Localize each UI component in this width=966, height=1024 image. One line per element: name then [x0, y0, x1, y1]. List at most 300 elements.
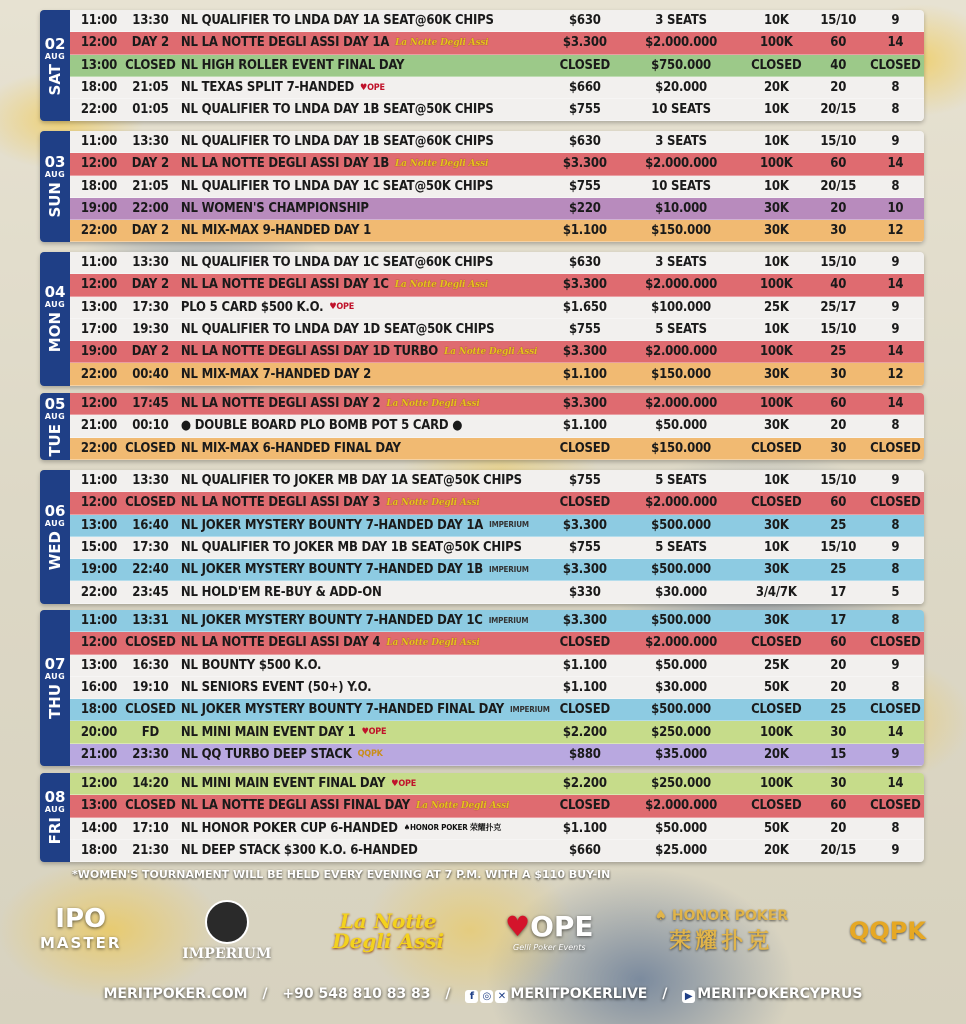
cell-late — [867, 156, 924, 171]
cell-end — [120, 473, 181, 488]
x-icon[interactable]: ✕ — [495, 990, 508, 1003]
gtd-text: $2.000.000 — [645, 344, 718, 360]
schedule-row — [70, 252, 924, 274]
cell-buyin — [551, 680, 620, 695]
event-brand-logo: La Notte Degli Assi — [395, 158, 489, 169]
late-text: CLOSED — [870, 635, 921, 651]
cell-event — [181, 277, 551, 292]
cell-end — [120, 495, 181, 510]
levels-text: 60 — [830, 35, 847, 51]
facebook-icon[interactable]: f — [465, 990, 478, 1003]
contact-footer — [0, 986, 966, 1003]
late-text: 10 — [887, 201, 904, 217]
cell-buyin — [551, 201, 620, 216]
cell-gtd — [619, 35, 743, 50]
buyin-text: $755 — [568, 540, 601, 556]
event-text: NL QUALIFIER TO LNDA DAY 1D SEAT@50K CHIPS — [180, 322, 495, 338]
levels-text: 15/10 — [820, 473, 857, 489]
gtd-text: $50.000 — [655, 657, 707, 673]
late-text: 9 — [891, 255, 900, 271]
ope-logo-text: OPE — [530, 910, 594, 943]
levels-text: 20 — [830, 657, 847, 673]
schedule-row — [70, 559, 924, 581]
end-text: 00:10 — [132, 418, 169, 434]
cell-event — [181, 134, 551, 149]
honor-poker-chinese: 荣耀扑克 — [669, 928, 774, 954]
cell-gtd — [619, 201, 743, 216]
cell-gtd — [619, 80, 743, 95]
buyin-text: $1.100 — [562, 418, 607, 434]
stack-text: 20K — [763, 843, 789, 859]
buyin-text: $1.100 — [562, 820, 607, 836]
start-text: 13:00 — [80, 657, 118, 673]
cell-start — [78, 223, 120, 238]
levels-text: 15/10 — [820, 540, 857, 556]
late-text: 14 — [887, 35, 904, 51]
start-text: 20:00 — [80, 724, 118, 740]
event-text: NL JOKER MYSTERY BOUNTY 7-HANDED DAY 1A — [180, 517, 484, 533]
start-text: 13:00 — [80, 299, 118, 315]
schedule-row — [70, 55, 924, 77]
event-text: NL LA NOTTE DEGLI ASSI DAY 1D TURBO — [180, 344, 439, 360]
cell-start — [78, 725, 120, 740]
cell-end — [120, 35, 181, 50]
day-block — [40, 10, 924, 121]
levels-text: 20/15 — [820, 843, 857, 859]
cell-event — [181, 518, 551, 533]
cell-stack — [743, 277, 810, 292]
cell-start — [78, 495, 120, 510]
end-text: CLOSED — [125, 635, 176, 651]
schedule-row — [70, 198, 924, 220]
cell-end — [120, 843, 181, 858]
instagram-icon[interactable]: ◎ — [480, 990, 493, 1003]
start-text: 11:00 — [80, 134, 118, 150]
day-label — [40, 252, 70, 386]
day-block — [40, 610, 924, 766]
buyin-text: $880 — [568, 746, 601, 762]
stack-text: CLOSED — [751, 702, 802, 718]
buyin-text: $755 — [568, 102, 601, 118]
stack-text: 10K — [763, 473, 789, 489]
cell-gtd — [619, 58, 743, 73]
stack-text: 30K — [763, 201, 789, 217]
event-brand-logo: ♥OPE — [329, 302, 355, 313]
ope-logo — [505, 910, 594, 952]
cell-start — [78, 367, 120, 382]
day-weekday: FRI — [45, 817, 64, 845]
cell-gtd — [619, 418, 743, 433]
stack-text: 3/4/7K — [755, 584, 797, 600]
spartan-helmet-icon — [205, 900, 249, 944]
start-text: 22:00 — [80, 102, 118, 118]
cell-stack — [743, 821, 810, 836]
start-text: 11:00 — [80, 473, 118, 489]
start-text: 12:00 — [80, 396, 118, 412]
levels-text: 20 — [830, 680, 847, 696]
buyin-text: $1.100 — [562, 657, 607, 673]
cell-event — [181, 80, 551, 95]
cell-start — [78, 658, 120, 673]
levels-text: 60 — [830, 495, 847, 511]
buyin-text: $3.300 — [562, 396, 607, 412]
phone-number[interactable]: +90 548 810 83 83 — [282, 986, 431, 1002]
cell-late — [867, 322, 924, 337]
stack-text: CLOSED — [751, 495, 802, 511]
cell-stack — [743, 35, 810, 50]
cell-stack — [743, 322, 810, 337]
buyin-text: $1.100 — [562, 223, 607, 239]
buyin-text: $3.300 — [562, 613, 607, 629]
gtd-text: $750.000 — [651, 57, 711, 73]
day-block — [40, 393, 924, 460]
cell-end — [120, 367, 181, 382]
cell-start — [78, 418, 120, 433]
cell-stack — [743, 585, 810, 600]
stack-text: 10K — [763, 255, 789, 271]
event-brand-logo: ♥OPE — [360, 82, 385, 93]
levels-text: 20/15 — [820, 102, 857, 118]
end-text: CLOSED — [125, 495, 176, 511]
cell-buyin — [551, 441, 620, 456]
end-text: 19:10 — [132, 680, 169, 696]
event-text: NL QUALIFIER TO LNDA DAY 1C SEAT@60K CHIPS — [180, 255, 494, 271]
cell-levels — [810, 367, 867, 382]
schedule-row — [70, 840, 924, 862]
levels-text: 20 — [830, 820, 847, 836]
buyin-text: $755 — [568, 178, 601, 194]
end-text: DAY 2 — [131, 344, 169, 360]
start-text: 16:00 — [80, 680, 118, 696]
event-text: NL MINI MAIN EVENT FINAL DAY — [180, 776, 386, 792]
event-text: NL LA NOTTE DEGLI ASSI FINAL DAY — [180, 798, 411, 814]
buyin-text: $2.200 — [562, 776, 607, 792]
cell-end — [120, 562, 181, 577]
event-brand-logo: La Notte Degli Assi — [416, 800, 510, 811]
website-link[interactable]: MERITPOKER.COM — [103, 986, 248, 1002]
cell-gtd — [619, 322, 743, 337]
late-text: 8 — [891, 562, 900, 578]
gtd-text: $20.000 — [655, 80, 707, 96]
cell-stack — [743, 473, 810, 488]
stack-text: 100K — [759, 277, 793, 293]
youtube-icon[interactable]: ▶ — [682, 990, 695, 1003]
cell-buyin — [551, 300, 620, 315]
start-text: 13:00 — [80, 798, 118, 814]
cell-stack — [743, 495, 810, 510]
cell-buyin — [551, 396, 620, 411]
stack-text: CLOSED — [751, 57, 802, 73]
late-text: 9 — [891, 134, 900, 150]
youtube-handle[interactable]: MERITPOKERCYPRUS — [697, 986, 863, 1002]
cell-end — [120, 798, 181, 813]
cell-late — [867, 635, 924, 650]
schedule-row — [70, 515, 924, 537]
start-text: 18:00 — [80, 702, 118, 718]
buyin-text: $1.100 — [562, 680, 607, 696]
event-text: NL MIX-MAX 6-HANDED FINAL DAY — [180, 440, 401, 456]
event-brand-logo: IMPERIUM — [510, 704, 550, 714]
social-handle[interactable]: MERITPOKERLIVE — [510, 986, 648, 1002]
event-text: NL HOLD'EM RE-BUY & ADD-ON — [180, 584, 382, 600]
start-text: 19:00 — [80, 201, 118, 217]
cell-event — [181, 635, 551, 650]
levels-text: 15/10 — [820, 322, 857, 338]
late-text: 14 — [887, 776, 904, 792]
cell-event — [181, 441, 551, 456]
schedule-row — [70, 438, 924, 460]
cell-buyin — [551, 277, 620, 292]
late-text: CLOSED — [870, 57, 921, 73]
schedule-row — [70, 581, 924, 603]
cell-buyin — [551, 725, 620, 740]
cell-late — [867, 441, 924, 456]
gtd-text: $10.000 — [655, 201, 707, 217]
cell-stack — [743, 300, 810, 315]
event-text: NL BOUNTY $500 K.O. — [180, 657, 322, 673]
cell-end — [120, 80, 181, 95]
event-text: NL HONOR POKER CUP 6-HANDED — [180, 820, 398, 836]
event-text: PLO 5 CARD $500 K.O. — [180, 299, 324, 315]
end-text: DAY 2 — [131, 35, 169, 51]
schedule-row — [70, 363, 924, 385]
cell-event — [181, 725, 551, 740]
cell-buyin — [551, 495, 620, 510]
day-number: 03 — [44, 153, 66, 172]
schedule-row — [70, 220, 924, 242]
cell-buyin — [551, 58, 620, 73]
cell-gtd — [619, 495, 743, 510]
event-brand-logo: La Notte Degli Assi — [386, 497, 480, 508]
end-text: CLOSED — [125, 798, 176, 814]
cell-stack — [743, 518, 810, 533]
levels-text: 30 — [830, 724, 847, 740]
gtd-text: $2.000.000 — [645, 277, 718, 293]
start-text: 12:00 — [80, 495, 118, 511]
schedule-row — [70, 744, 924, 766]
end-text: 17:30 — [132, 540, 169, 556]
la-notte-degli-assi-logo — [332, 911, 444, 951]
event-text: NL QUALIFIER TO JOKER MB DAY 1B SEAT@50K CHIPS — [180, 540, 522, 556]
imperium-logo-text: IMPERIUM — [182, 946, 272, 962]
end-text: 22:00 — [132, 201, 169, 217]
cell-gtd — [619, 518, 743, 533]
cell-levels — [810, 562, 867, 577]
late-text: 9 — [891, 540, 900, 556]
late-text: 8 — [891, 80, 900, 96]
levels-text: 25 — [830, 702, 847, 718]
cell-end — [120, 635, 181, 650]
cell-event — [181, 58, 551, 73]
cell-late — [867, 680, 924, 695]
honor-poker-logo — [654, 908, 788, 955]
event-text: ● DOUBLE BOARD PLO BOMB POT 5 CARD ● — [180, 418, 463, 434]
cell-event — [181, 821, 551, 836]
cell-late — [867, 585, 924, 600]
buyin-text: $660 — [568, 80, 601, 96]
end-text: DAY 2 — [131, 156, 169, 172]
event-text: NL MINI MAIN EVENT DAY 1 — [180, 724, 356, 740]
cell-start — [78, 201, 120, 216]
cell-late — [867, 821, 924, 836]
event-brand-logo: QQPK — [357, 749, 383, 760]
event-brand-logo: La Notte Degli Assi — [394, 279, 488, 290]
gtd-text: $500.000 — [651, 562, 711, 578]
event-text: NL QUALIFIER TO LNDA DAY 1B SEAT@60K CHIPS — [180, 134, 494, 150]
start-text: 21:00 — [80, 746, 118, 762]
schedule-row — [70, 795, 924, 817]
cell-buyin — [551, 255, 620, 270]
end-text: 00:40 — [132, 366, 169, 382]
day-month: AUG — [44, 518, 66, 528]
cell-levels — [810, 418, 867, 433]
cell-levels — [810, 776, 867, 791]
gtd-text: $50.000 — [655, 820, 707, 836]
event-text: NL JOKER MYSTERY BOUNTY 7-HANDED FINAL DAY — [180, 702, 505, 718]
cell-buyin — [551, 518, 620, 533]
lnda-logo-line2: Degli Assi — [332, 929, 445, 953]
end-text: 16:40 — [132, 517, 169, 533]
day-number: 02 — [44, 34, 66, 53]
cell-stack — [743, 441, 810, 456]
cell-stack — [743, 396, 810, 411]
cell-buyin — [551, 13, 620, 28]
levels-text: 40 — [830, 57, 847, 73]
cell-gtd — [619, 702, 743, 717]
late-text: 12 — [887, 366, 904, 382]
gtd-text: $25.000 — [655, 843, 707, 859]
cell-end — [120, 223, 181, 238]
cell-levels — [810, 658, 867, 673]
event-text: NL QUALIFIER TO JOKER MB DAY 1A SEAT@50K CHIPS — [180, 473, 522, 489]
cell-buyin — [551, 821, 620, 836]
cell-buyin — [551, 179, 620, 194]
cell-start — [78, 821, 120, 836]
gtd-text: 5 SEATS — [655, 540, 707, 556]
levels-text: 15 — [830, 746, 847, 762]
cell-event — [181, 798, 551, 813]
cell-event — [181, 156, 551, 171]
cell-stack — [743, 747, 810, 762]
end-text: DAY 2 — [131, 223, 169, 239]
cell-late — [867, 725, 924, 740]
start-text: 15:00 — [80, 540, 118, 556]
cell-buyin — [551, 613, 620, 628]
levels-text: 20 — [830, 80, 847, 96]
gtd-text: $150.000 — [651, 440, 711, 456]
stack-text: CLOSED — [751, 635, 802, 651]
cell-buyin — [551, 344, 620, 359]
cell-end — [120, 747, 181, 762]
day-month: AUG — [44, 300, 66, 310]
end-text: 16:30 — [132, 657, 169, 673]
cell-levels — [810, 277, 867, 292]
cell-buyin — [551, 702, 620, 717]
buyin-text: $755 — [568, 322, 601, 338]
day-weekday: SUN — [45, 182, 64, 219]
late-text: CLOSED — [870, 702, 921, 718]
cell-buyin — [551, 843, 620, 858]
schedule-row — [70, 773, 924, 795]
cell-levels — [810, 518, 867, 533]
cell-stack — [743, 179, 810, 194]
cell-start — [78, 300, 120, 315]
cell-stack — [743, 80, 810, 95]
cell-gtd — [619, 473, 743, 488]
gtd-text: 3 SEATS — [655, 13, 707, 29]
event-brand-logo: La Notte Degli Assi — [386, 398, 480, 409]
gtd-text: $500.000 — [651, 517, 711, 533]
cell-levels — [810, 747, 867, 762]
late-text: CLOSED — [870, 495, 921, 511]
cell-start — [78, 322, 120, 337]
cell-late — [867, 367, 924, 382]
cell-stack — [743, 58, 810, 73]
start-text: 12:00 — [80, 277, 118, 293]
levels-text: 25 — [830, 344, 847, 360]
stack-text: 100K — [759, 396, 793, 412]
schedule-row — [70, 632, 924, 654]
cell-event — [181, 367, 551, 382]
cell-late — [867, 58, 924, 73]
stack-text: 10K — [763, 178, 789, 194]
buyin-text: $755 — [568, 473, 601, 489]
cell-late — [867, 300, 924, 315]
cell-end — [120, 58, 181, 73]
cell-start — [78, 255, 120, 270]
cell-event — [181, 613, 551, 628]
buyin-text: $660 — [568, 843, 601, 859]
end-text: 23:30 — [132, 746, 169, 762]
cell-end — [120, 725, 181, 740]
heart-icon: ♥ — [505, 910, 531, 943]
late-text: 9 — [891, 657, 900, 673]
cell-levels — [810, 300, 867, 315]
cell-start — [78, 179, 120, 194]
levels-text: 20 — [830, 418, 847, 434]
cell-end — [120, 102, 181, 117]
cell-buyin — [551, 35, 620, 50]
event-text: NL QUALIFIER TO LNDA DAY 1C SEAT@50K CHIPS — [180, 178, 494, 194]
cell-buyin — [551, 776, 620, 791]
gtd-text: $2.000.000 — [645, 635, 718, 651]
start-text: 12:00 — [80, 776, 118, 792]
cell-levels — [810, 58, 867, 73]
cell-start — [78, 635, 120, 650]
buyin-text: CLOSED — [559, 440, 611, 456]
event-text: NL JOKER MYSTERY BOUNTY 7-HANDED DAY 1C — [180, 613, 483, 629]
gtd-text: $250.000 — [651, 776, 711, 792]
cell-buyin — [551, 658, 620, 673]
late-text: 8 — [891, 418, 900, 434]
cell-end — [120, 179, 181, 194]
buyin-text: $2.200 — [562, 724, 607, 740]
cell-event — [181, 418, 551, 433]
cell-buyin — [551, 134, 620, 149]
day-block — [40, 131, 924, 242]
gtd-text: 10 SEATS — [651, 102, 711, 118]
end-text: 01:05 — [132, 102, 169, 118]
late-text: 14 — [887, 396, 904, 412]
gtd-text: $2.000.000 — [645, 798, 718, 814]
schedule-row — [70, 297, 924, 319]
qqpk-logo — [849, 917, 926, 945]
cell-end — [120, 776, 181, 791]
cell-buyin — [551, 80, 620, 95]
gtd-text: $2.000.000 — [645, 156, 718, 172]
schedule-row — [70, 677, 924, 699]
buyin-text: $3.300 — [562, 562, 607, 578]
